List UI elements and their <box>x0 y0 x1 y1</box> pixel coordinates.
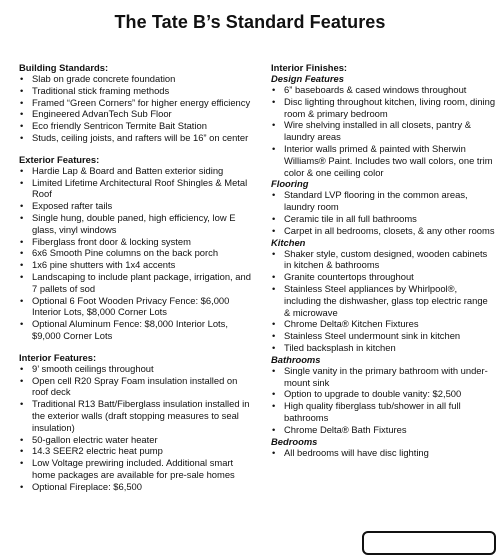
list-item: • Ceramic tile in all full bathrooms <box>271 213 496 225</box>
list-item: • Eco friendly Sentricon Termite Bait Station <box>19 120 255 132</box>
list-item: • Chrome Delta® Kitchen Fixtures <box>271 318 496 330</box>
exterior-features-list <box>19 165 255 342</box>
contact-box <box>362 531 496 555</box>
left-column <box>19 62 255 493</box>
list-item: • Carpet in all bedrooms, closets, & any other rooms <box>271 225 496 237</box>
list-item: • Exposed rafter tails <box>19 200 255 212</box>
list-item: • Landscaping to include plant package, irrigation, and 7 pallets of sod <box>19 271 255 295</box>
list-item: • Wire shelving installed in all closets, pantry & laundry areas <box>271 119 496 143</box>
list-item: • 9’ smooth ceilings throughout <box>19 363 255 375</box>
list-item: • Optional Aluminum Fence: $8,000 Interior Lots, $9,000 Corner Lots <box>19 318 255 342</box>
list-item: • 6x6 Smooth Pine columns on the back porch <box>19 247 255 259</box>
bathrooms-heading: Bathrooms <box>271 353 321 365</box>
page-title: The Tate B’s Standard Features <box>114 12 386 32</box>
interior-features-heading: Interior Features: <box>19 351 97 363</box>
interior-features-list <box>19 363 255 493</box>
list-item: • Disc lighting throughout kitchen, living room, dining room & primary bedroom <box>271 96 496 120</box>
list-item: • All bedrooms will have disc lighting <box>271 447 496 459</box>
list-item: • Limited Lifetime Architectural Roof Shingles & Metal Roof <box>19 177 255 201</box>
bathrooms-list <box>271 365 496 436</box>
bedrooms-heading: Bedrooms <box>271 435 318 447</box>
list-item: • Option to upgrade to double vanity: $2,500 <box>271 388 496 400</box>
list-item: • Tiled backsplash in kitchen <box>271 342 496 354</box>
list-item: • Traditional R13 Batt/Fiberglass insulation installed in the exterior walls (draft stopping measures to seal insulation) <box>19 398 255 433</box>
flooring-heading: Flooring <box>271 178 309 190</box>
design-features-list <box>271 84 496 178</box>
list-item: • Single hung, double paned, high efficiency, low E glass, vinyl windows <box>19 212 255 236</box>
list-item: • Granite countertops throughout <box>271 271 496 283</box>
list-item: • High quality fiberglass tub/shower in all full bathrooms <box>271 400 496 424</box>
list-item: • Slab on grade concrete foundation <box>19 73 255 85</box>
list-item: • Interior walls primed & painted with Sherwin Williams® Paint. Includes two wall colors, one trim color & one ceiling color <box>271 143 496 178</box>
bedrooms-list <box>271 447 496 459</box>
exterior-features-heading: Exterior Features: <box>19 153 100 165</box>
design-features-heading: Design Features <box>271 73 344 84</box>
flooring-list <box>271 189 496 236</box>
list-item: • 1x6 pine shutters with 1x4 accents <box>19 259 255 271</box>
list-item: • Fiberglass front door & locking system <box>19 236 255 248</box>
list-item: • Low Voltage prewiring included. Additional smart home packages are available for pre-sale homes <box>19 457 255 481</box>
list-item: • Hardie Lap & Board and Batten exterior siding <box>19 165 255 177</box>
right-column <box>271 62 496 458</box>
building-standards-list <box>19 73 255 144</box>
list-item: • 50-gallon electric water heater <box>19 434 255 446</box>
interior-finishes-heading: Interior Finishes: <box>271 62 348 73</box>
list-item: • Engineered AdvanTech Sub Floor <box>19 108 255 120</box>
list-item: • Chrome Delta® Bath Fixtures <box>271 424 496 436</box>
list-item: • Stainless Steel undermount sink in kitchen <box>271 330 496 342</box>
list-item: • Stainless Steel appliances by Whirlpool®, including the dishwasher, glass top electric range & microwave <box>271 283 496 318</box>
list-item: • 6” baseboards & cased windows throughout <box>271 84 496 96</box>
list-item: • 14.3 SEER2 electric heat pump <box>19 445 255 457</box>
list-item: • Studs, ceiling joists, and rafters will be 16” on center <box>19 132 255 144</box>
list-item: • Shaker style, custom designed, wooden cabinets in kitchen & bathrooms <box>271 248 496 272</box>
kitchen-heading: Kitchen <box>271 236 306 248</box>
list-item: • Open cell R20 Spray Foam insulation installed on roof deck <box>19 375 255 399</box>
list-item: • Optional 6 Foot Wooden Privacy Fence: $6,000 Interior Lots, $8,000 Corner Lots <box>19 295 255 319</box>
list-item: • Single vanity in the primary bathroom with under-mount sink <box>271 365 496 389</box>
list-item: • Framed “Green Corners” for higher energy efficiency <box>19 97 255 109</box>
list-item: • Standard LVP flooring in the common areas, laundry room <box>271 189 496 213</box>
building-standards-heading: Building Standards: <box>19 62 109 73</box>
kitchen-list <box>271 248 496 354</box>
list-item: • Optional Fireplace: $6,500 <box>19 481 255 493</box>
list-item: • Traditional stick framing methods <box>19 85 255 97</box>
